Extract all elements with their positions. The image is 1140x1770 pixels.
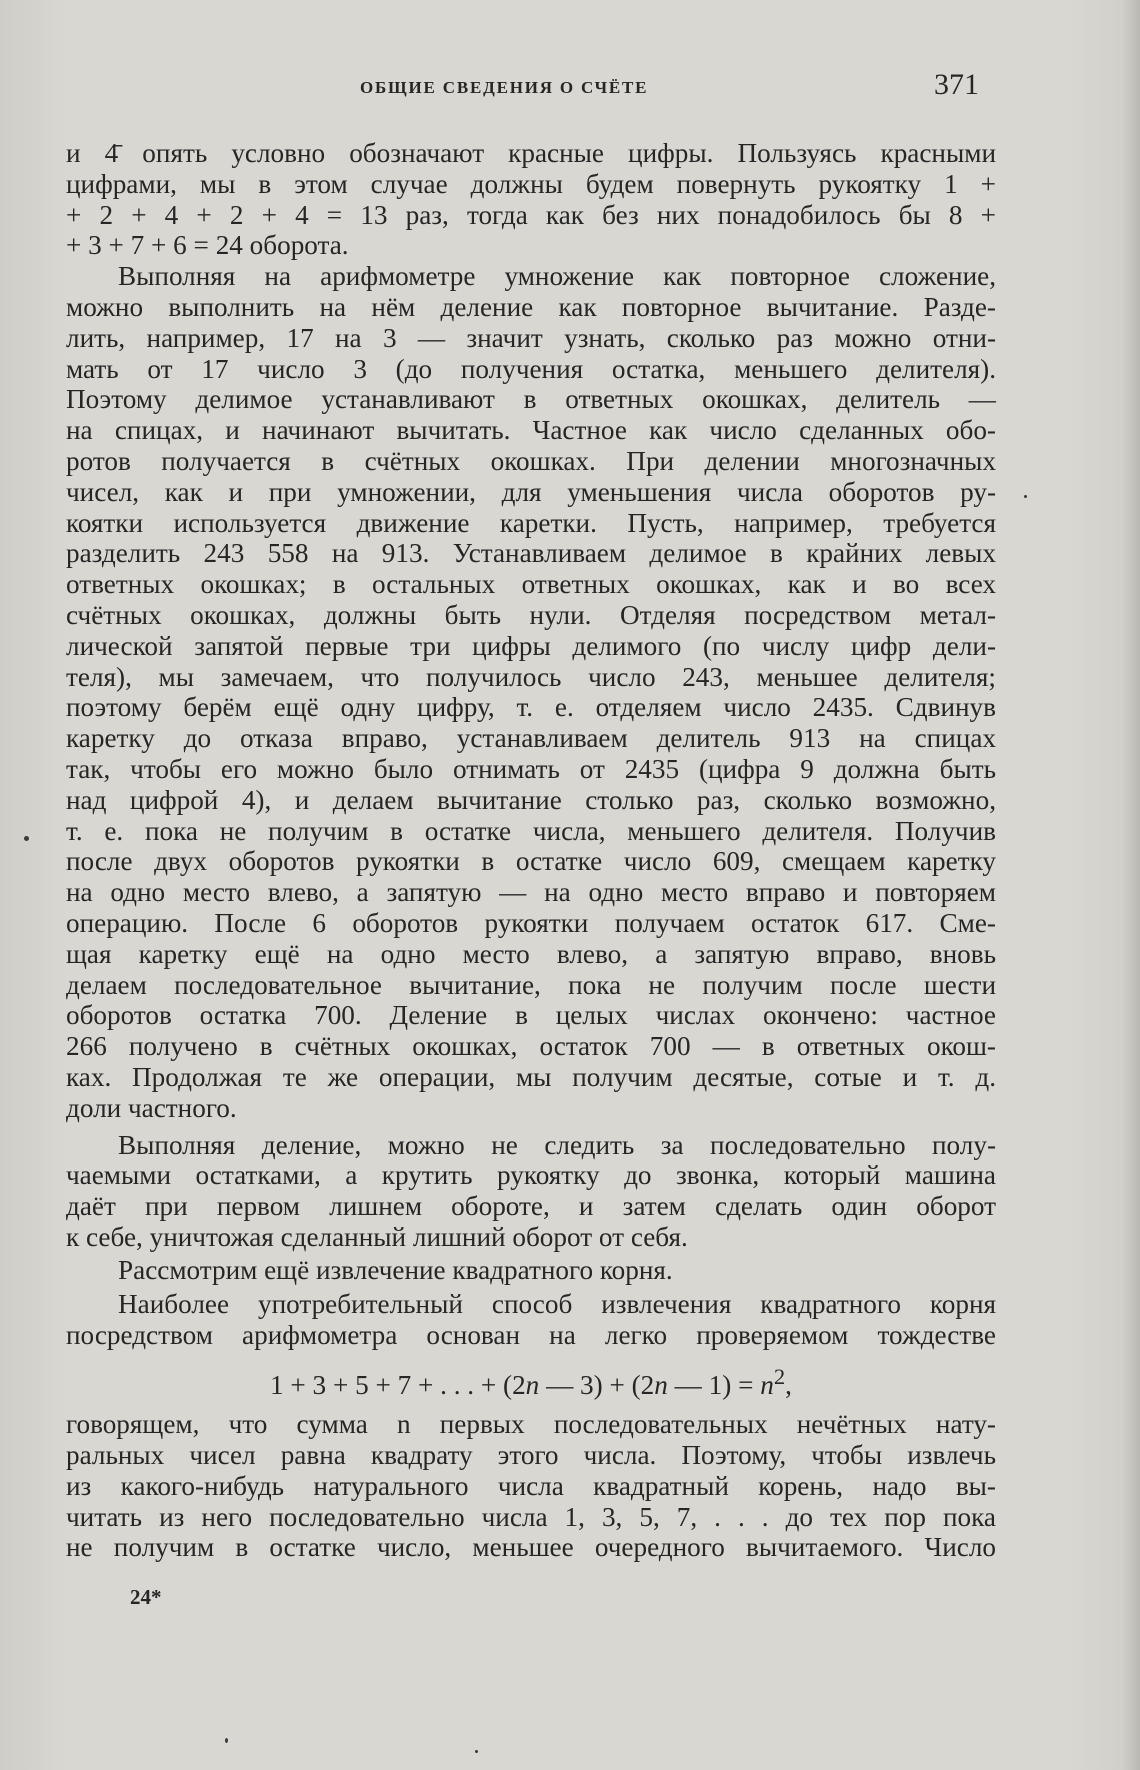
text-line: чаемыми остатками, а крутить рукоятку до звонка, который машина bbox=[66, 1160, 996, 1191]
text-line: каретку до отказа вправо, устанавливаем делитель 913 на спицах bbox=[66, 723, 996, 754]
text-line: даёт при первом лишнем обороте, и затем сделать один оборот bbox=[66, 1191, 996, 1222]
paragraph-2 bbox=[66, 261, 996, 1123]
text-line: после двух оборотов рукоятки в остатке число 609, смещаем каретку bbox=[66, 846, 996, 877]
text-line: из какого-нибудь натурального числа квадратный корень, надо вы- bbox=[66, 1470, 996, 1501]
scan-speck bbox=[225, 1738, 228, 1743]
text-line: мать от 17 число 3 (до получения остатка, меньшего делителя). bbox=[66, 353, 996, 384]
signature-mark: 24* bbox=[130, 1585, 162, 1609]
text-line: делаем последовательное вычитание, пока не получим после шести bbox=[66, 969, 996, 1000]
text-line: доли частного. bbox=[66, 1092, 237, 1123]
text-line: ответных окошках; в остальных ответных окошках, как и во всех bbox=[66, 569, 996, 600]
text-line: цифрами, мы в этом случае должны будем повернуть рукоятку 1 + bbox=[66, 168, 996, 199]
formula-exponent: 2 bbox=[773, 1364, 786, 1390]
text-line: лической запятой первые три цифры делимого (по числу цифр дели- bbox=[66, 630, 996, 661]
paragraph-1 bbox=[66, 138, 996, 261]
text-line: разделить 243 558 на 913. Устанавливаем делимое в крайних левых bbox=[66, 538, 996, 569]
text-line: не получим в остатке число, меньшее очередного вычитаемого. Число bbox=[66, 1532, 996, 1563]
text-line: лить, например, 17 на 3 — значит узнать, сколько раз можно отни- bbox=[66, 322, 996, 353]
text-line: 266 получено в счётных окошках, остаток 700 — в ответных окош- bbox=[66, 1031, 996, 1062]
paragraph-3 bbox=[66, 1130, 996, 1253]
text-line: + 2 + 4 + 2 + 4 = 13 раз, тогда как без них понадобилось бы 8 + bbox=[66, 199, 996, 230]
text-line: Выполняя деление, можно не следить за последовательно полу- bbox=[118, 1129, 996, 1160]
text-line: ральных чисел равна квадрату этого числа. Поэтому, чтобы извлечь bbox=[66, 1439, 996, 1470]
formula-part: — 1) = bbox=[667, 1370, 761, 1401]
text-line: т. е. пока не получим в остатке числа, меньшего делителя. Получив bbox=[66, 815, 996, 846]
text-line: теля), мы замечаем, что получилось число 243, меньшее делителя; bbox=[66, 661, 996, 692]
paragraph-4 bbox=[66, 1255, 996, 1286]
sum-identity-formula bbox=[66, 1359, 996, 1403]
formula-var: n bbox=[654, 1370, 668, 1401]
text-line: Наиболее употребительный способ извлечения квадратного корня bbox=[118, 1289, 996, 1320]
text-line: можно выполнить на нём деление как повторное вычитание. Разде- bbox=[66, 291, 996, 322]
page-edge-shadow bbox=[1122, 0, 1140, 1770]
paragraph-5 bbox=[66, 1289, 996, 1351]
text-line: ках. Продолжая те же операции, мы получим десятые, сотые и т. д. bbox=[66, 1061, 996, 1092]
page-number: 371 bbox=[934, 68, 979, 101]
text-line: чисел, как и при умножении, для уменьшения числа оборотов ру- bbox=[66, 476, 996, 507]
scan-speck bbox=[475, 1750, 478, 1753]
text-line: счётных окошках, должны быть нули. Отделяя посредством метал- bbox=[66, 599, 996, 630]
text-line: поэтому берём ещё одну цифру, т. е. отделяем число 2435. Сдвинув bbox=[66, 692, 996, 723]
formula-part: — 3) + (2 bbox=[539, 1370, 655, 1401]
formula-var: n bbox=[525, 1370, 540, 1401]
formula-part: 1 + 3 + 5 + 7 + . . . + (2 bbox=[270, 1370, 526, 1401]
text-line: посредством арифмометра основан на легко проверяемом тождестве bbox=[66, 1320, 996, 1351]
text-line: коятки используется движение каретки. Пусть, например, требуется bbox=[66, 507, 996, 538]
scan-speck bbox=[1024, 495, 1027, 498]
text-line: Рассмотрим ещё извлечение квадратного корня. bbox=[118, 1254, 673, 1285]
text-line: так, чтобы его можно было отнимать от 2435 (цифра 9 должна быть bbox=[66, 753, 996, 784]
running-title: ОБЩИЕ СВЕДЕНИЯ О СЧЁТЕ bbox=[360, 78, 649, 97]
formula-part: , bbox=[785, 1370, 792, 1401]
closing-paragraph bbox=[66, 1409, 996, 1563]
text-line: операцию. После 6 оборотов рукоятки получаем остаток 617. Сме- bbox=[66, 907, 996, 938]
text-line: и 4̄ опять условно обозначают красные цифры. Пользуясь красными bbox=[66, 138, 996, 168]
scan-speck bbox=[24, 836, 29, 841]
text-line: читать из него последовательно числа 1, 3, 5, 7, . . . до тех пор пока bbox=[66, 1501, 996, 1532]
formula-var: n bbox=[760, 1370, 774, 1401]
body-text bbox=[66, 138, 996, 1563]
text-line: оборотов остатка 700. Деление в целых числах окончено: частное bbox=[66, 1000, 996, 1031]
text-line: говорящем, что сумма n первых последовательных нечётных нату- bbox=[66, 1409, 996, 1440]
text-line: ротов получается в счётных окошках. При делении многозначных bbox=[66, 445, 996, 476]
text-line: к себе, уничтожая сделанный лишний оборот от себя. bbox=[66, 1221, 688, 1252]
text-line: над цифрой 4), и делаем вычитание столько раз, сколько возможно, bbox=[66, 784, 996, 815]
text-line: Выполняя на арифмометре умножение как повторное сложение, bbox=[118, 261, 996, 292]
text-line: на одно место влево, а запятую — на одно место вправо и повторяем bbox=[66, 877, 996, 908]
text-line: Поэтому делимое устанавливают в ответных окошках, делитель — bbox=[66, 384, 996, 415]
text-line: на спицах, и начинают вычитать. Частное как число сделанных обо- bbox=[66, 415, 996, 446]
text-line: + 3 + 7 + 6 = 24 оборота. bbox=[66, 230, 349, 261]
text-line: щая каретку ещё на одно место влево, а запятую вправо, вновь bbox=[66, 938, 996, 969]
